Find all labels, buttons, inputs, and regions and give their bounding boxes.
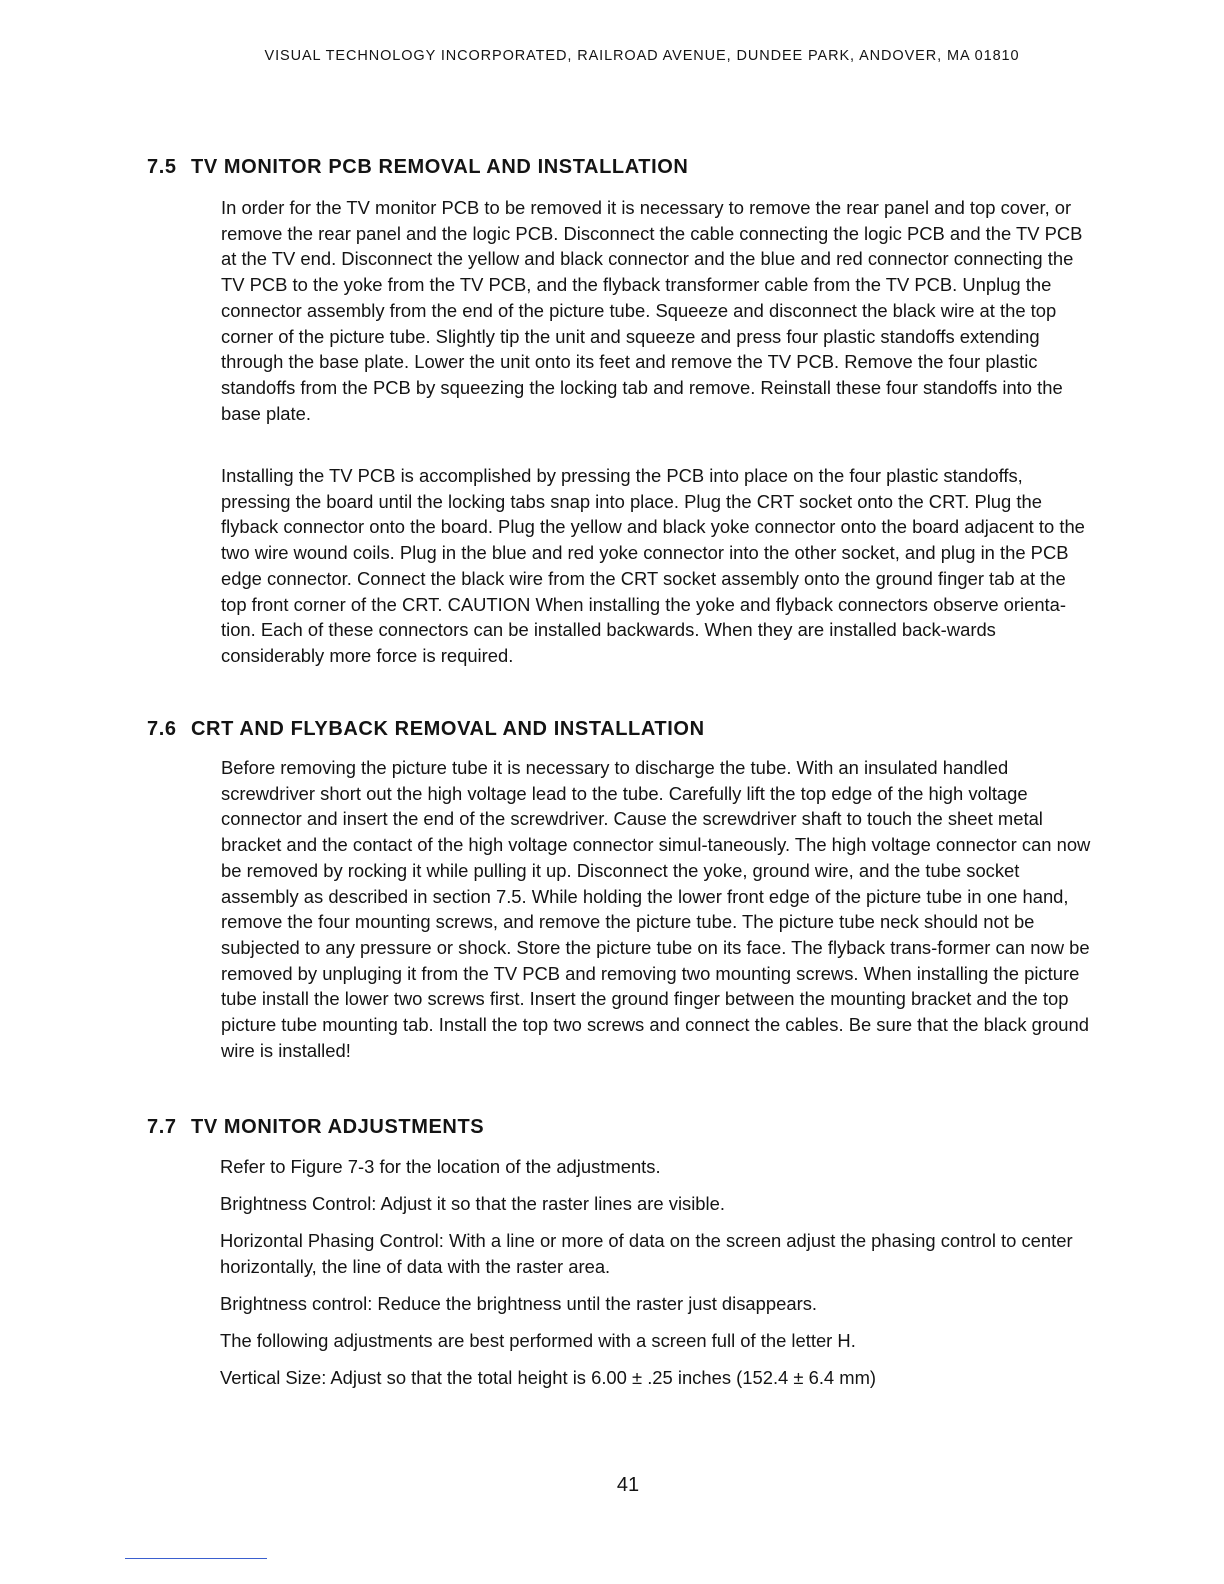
section-7-5-paragraph-2: Installing the TV PCB is accomplished by pressing the PCB into place on the four plastic standoffs, pressing the board until the locking tabs snap into place. Plug the CRT socket onto the CRT. Plug the flyback connector onto the board. Plug the yellow and black yoke connector onto the board adjacent to the two wire wound coils. Plug in the blue and red yoke connector into the other socket, and plug in the PCB edge connector. Connect the black wire from the CRT socket assembly onto the ground finger tab at the top front corner of the CRT. CAUTION When installing the yoke and flyback connectors observe orienta-tion. Each of these connectors can be installed backwards. When they are installed back-wards considerably more force is required. <box>221 465 1085 666</box>
section-title: TV MONITOR ADJUSTMENTS <box>191 1116 485 1138</box>
section-number: 7.6 <box>147 718 177 740</box>
section-title: CRT AND FLYBACK REMOVAL AND INSTALLATION <box>191 718 705 740</box>
letter-h-note: The following adjustments are best performed with a screen full of the letter H. <box>220 1330 856 1351</box>
section-heading-7-6 <box>147 718 705 741</box>
section-number: 7.5 <box>147 156 177 178</box>
horizontal-phasing-step: Horizontal Phasing Control: With a line or more of data on the screen adjust the phasing control to center horizontally, the line of data with the raster area. <box>220 1230 1073 1277</box>
section-7-5-paragraph-1: In order for the TV monitor PCB to be removed it is necessary to remove the rear panel and top cover, or remove the rear panel and the logic PCB. Disconnect the cable connecting the logic PCB and the TV PCB at the TV end. Disconnect the yellow and black connector and the blue and red connector connecting the TV PCB to the yoke from the TV PCB, and the flyback transformer cable from the TV PCB. Unplug the connector assembly from the end of the picture tube. Squeeze and disconnect the black wire at the top corner of the picture tube. Slightly tip the unit and squeeze and press four plastic standoffs extending through the base plate. Lower the unit onto its feet and remove the TV PCB. Remove the four plastic standoffs from the PCB by squeezing the locking tab and remove. Reinstall these four standoffs into the base plate. <box>221 197 1083 424</box>
footer-rule <box>125 1558 267 1559</box>
brightness-control-step: Brightness Control: Adjust it so that the raster lines are visible. <box>220 1193 725 1214</box>
vertical-size-step: Vertical Size: Adjust so that the total height is 6.00 ± .25 inches (152.4 ± 6.4 mm) <box>220 1367 877 1388</box>
section-7-6-paragraph-1: Before removing the picture tube it is necessary to discharge the tube. With an insulated handled screwdriver short out the high voltage lead to the tube. Carefully lift the top edge of the high voltage connector and insert the end of the screwdriver. Cause the screwdriver shaft to touch the sheet metal bracket and the contact of the high voltage connector simul-taneously. The high voltage connector can now be removed by rocking it while pulling it up. Disconnect the yoke, ground wire, and the tube socket assembly as described in section 7.5. While holding the lower front edge of the picture tube in one hand, remove the four mounting screws, and remove the picture tube. The picture tube neck should not be subjected to any pressure or shock. Store the picture tube on its face. The flyback trans-former can now be removed by unpluging it from the TV PCB and removing two mounting screws. When installing the picture tube install the lower two screws first. Insert the ground finger between the mounting bracket and the top picture tube mounting tab. Install the top two screws and connect the cables. Be sure that the black ground wire is installed! <box>221 757 1091 1061</box>
adjustment-intro: Refer to Figure 7-3 for the location of the adjustments. <box>220 1156 661 1177</box>
page-number: 41 <box>616 1474 640 1496</box>
section-title: TV MONITOR PCB REMOVAL AND INSTALLATION <box>191 156 689 178</box>
brightness-reduce-step: Brightness control: Reduce the brightness until the raster just disappears. <box>220 1293 817 1314</box>
section-heading-7-7 <box>147 1116 484 1139</box>
section-heading-7-5 <box>147 156 688 179</box>
section-number: 7.7 <box>147 1116 177 1138</box>
page-header: VISUAL TECHNOLOGY INCORPORATED, RAILROAD AVENUE, DUNDEE PARK, ANDOVER, MA 01810 <box>264 48 1020 64</box>
